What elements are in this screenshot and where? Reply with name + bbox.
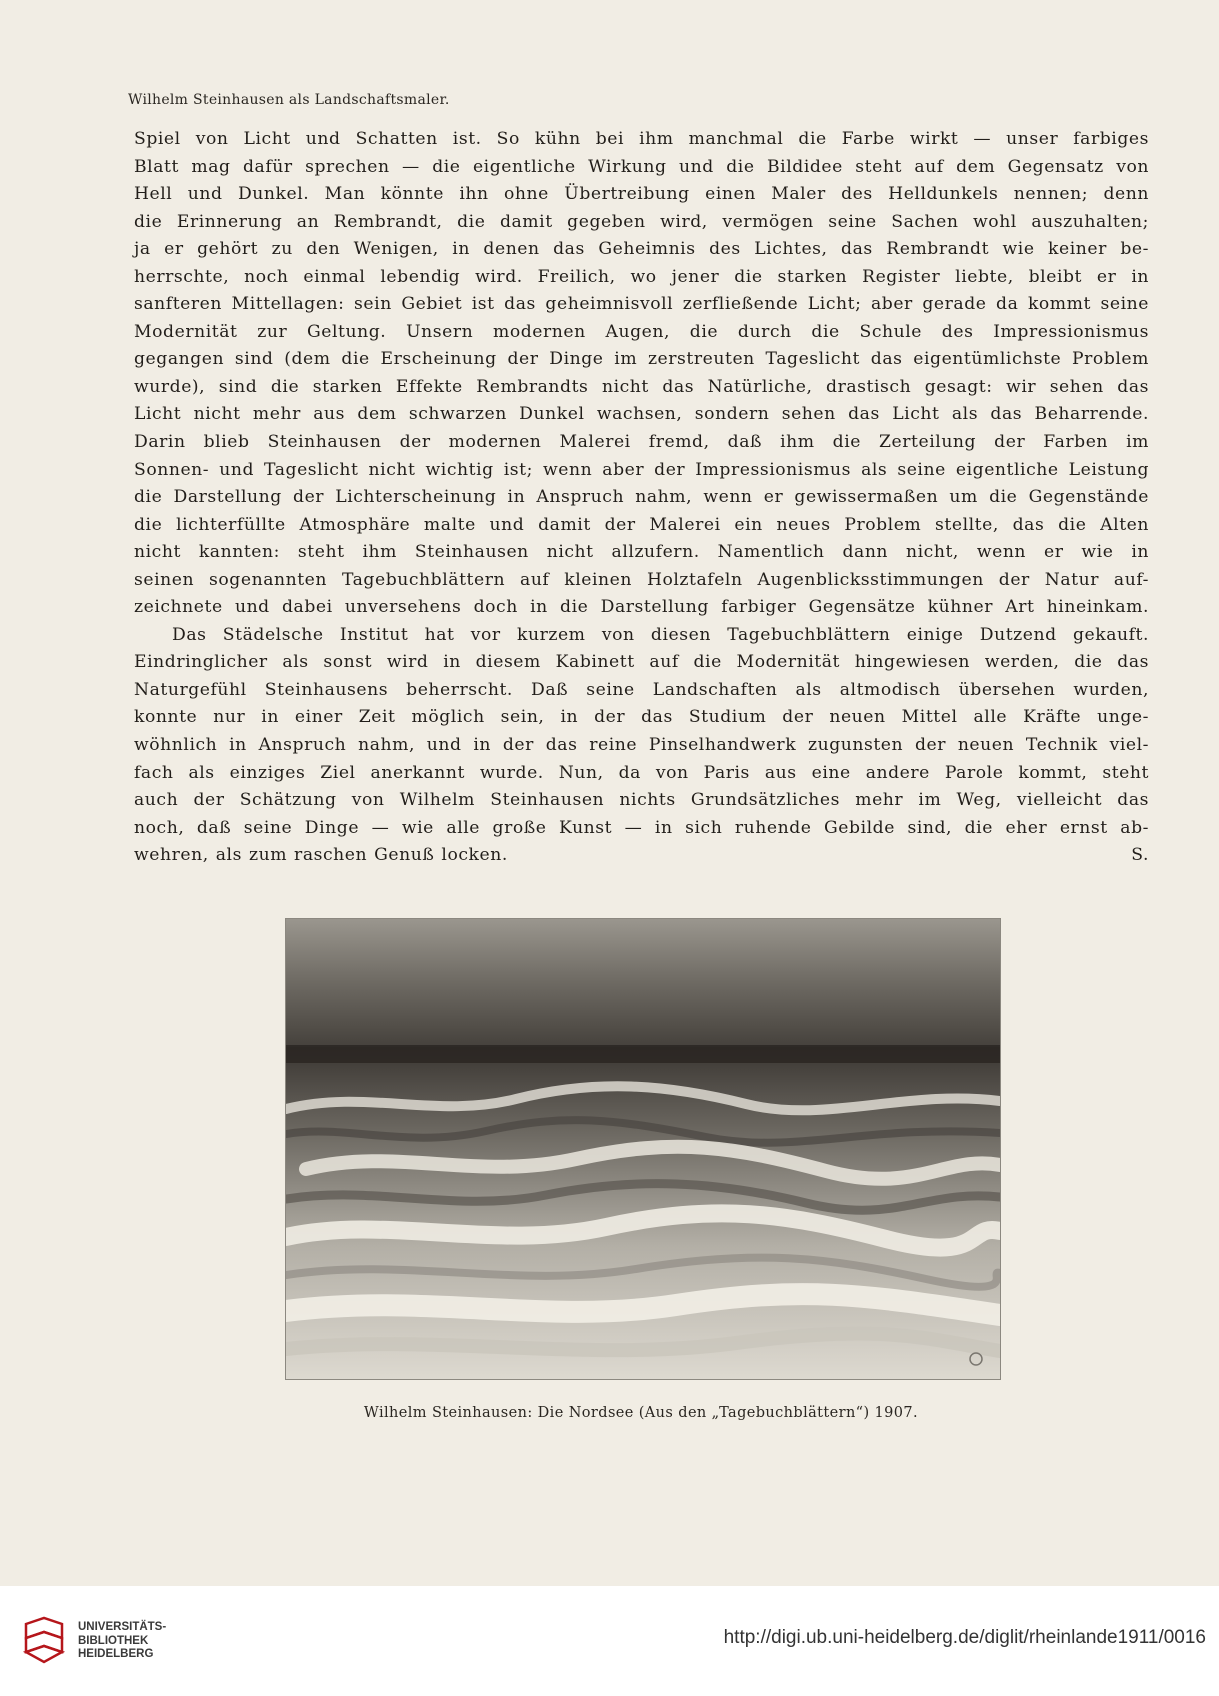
- text-line: Blatt mag dafür sprechen — die eigentliche Wirkung und die Bildidee steht auf dem Gegensatz von: [134, 156, 1149, 177]
- north-sea-painting: [286, 919, 1000, 1379]
- text-line: auch der Schätzung von Wilhelm Steinhausen nichts Grundsätzliches mehr im Weg, vielleicht das: [134, 790, 1149, 811]
- text-line: seinen sogenannten Tagebuchblättern auf kleinen Holztafeln Augenblicksstimmungen der Natur auf-: [134, 569, 1149, 590]
- text-line: konnte nur in einer Zeit möglich sein, in der das Studium der neuen Mittel alle Kräfte unge-: [134, 707, 1149, 728]
- text-line: wöhnlich in Anspruch nahm, und in der das reine Pinselhandwerk zugunsten der neuen Technik viel-: [134, 735, 1149, 756]
- text-line: zeichnete und dabei unversehens doch in die Darstellung farbiger Gegensätze kühner Art hineinkam.: [134, 597, 1149, 618]
- text-line: noch, daß seine Dinge — wie alle große Kunst — in sich ruhende Gebilde sind, die eher ernst ab-: [134, 817, 1149, 838]
- text-line: Modernität zur Geltung. Unsern modernen Augen, die durch die Schule des Impressionismus: [134, 321, 1149, 342]
- running-head: Wilhelm Steinhausen als Landschaftsmaler.: [128, 92, 450, 108]
- text-line: gegangen sind (dem die Erscheinung der Dinge im zerstreuten Tageslicht das eigentümlichste Problem: [134, 349, 1149, 370]
- text-line: Sonnen- und Tageslicht nicht wichtig ist; wenn aber der Impressionismus als seine eigentliche Leistung: [134, 459, 1149, 480]
- final-line-text: wehren, als zum raschen Genuß locken.: [134, 845, 508, 866]
- text-line: die Erinnerung an Rembrandt, die damit gegeben wird, vermögen seine Sachen wohl auszuhalten;: [134, 211, 1149, 232]
- library-name-line: UNIVERSITÄTS-: [78, 1621, 167, 1633]
- library-name-line: BIBLIOTHEK: [78, 1634, 149, 1647]
- sky: [286, 919, 1000, 1059]
- library-footer: [0, 1586, 1219, 1696]
- text-line: Das Städelsche Institut hat vor kurzem von diesen Tagebuchblättern einige Dutzend gekauft.: [172, 624, 1149, 645]
- library-name-line: HEIDELBERG: [78, 1648, 154, 1660]
- text-line: Darin blieb Steinhausen der modernen Malerei fremd, daß ihm die Zerteilung der Farben im: [134, 432, 1149, 453]
- text-line: Eindringlicher als sonst wird in diesem Kabinett auf die Modernität hingewiesen werden, die das: [134, 652, 1149, 673]
- painting-plate: [285, 918, 1001, 1380]
- article-body: [134, 126, 1149, 870]
- text-line: die Darstellung der Lichterscheinung in Anspruch nahm, wenn er gewissermaßen um die Gegenstände: [134, 487, 1149, 508]
- text-line: Spiel von Licht und Schatten ist. So kühn bei ihm manchmal die Farbe wirkt — unser farbiges: [134, 129, 1149, 149]
- text-line: Naturgefühl Steinhausens beherrscht. Daß seine Landschaften als altmodisch übersehen wurden,: [134, 679, 1149, 700]
- text-line-final: [134, 842, 1149, 870]
- horizon-band: [286, 1045, 1000, 1063]
- paragraph-2: [134, 622, 1149, 870]
- figure-caption: Wilhelm Steinhausen: Die Nordsee (Aus den „Tagebuchblättern“) 1907.: [363, 1405, 919, 1421]
- text-line: nicht kannten: steht ihm Steinhausen nicht allzufern. Namentlich dann nicht, wenn er wie in: [134, 542, 1149, 563]
- author-signature: S.: [1131, 845, 1149, 866]
- paragraph-1: [134, 126, 1149, 622]
- library-name: [78, 1621, 166, 1662]
- text-line: Licht nicht mehr aus dem schwarzen Dunkel wachsen, sondern sehen das Licht als das Beharrende.: [134, 404, 1149, 425]
- text-line: die lichterfüllte Atmosphäre malte und damit der Malerei ein neues Problem stellte, das die Alten: [134, 514, 1149, 535]
- text-line: fach als einziges Ziel anerkannt wurde. Nun, da von Paris aus eine andere Parole kommt, steht: [134, 762, 1149, 783]
- text-line: herrschte, noch einmal lebendig wird. Freilich, wo jener die starken Register liebte, bleibt er in: [134, 266, 1149, 287]
- text-line: ja er gehört zu den Wenigen, in denen das Geheimnis des Lichtes, das Rembrandt wie keiner be-: [134, 239, 1149, 260]
- text-line: wurde), sind die starken Effekte Rembrandts nicht das Natürliche, drastisch gesagt: wir sehen das: [134, 376, 1149, 397]
- source-url-link[interactable]: http://digi.ub.uni-heidelberg.de/diglit/rheinlande1911/0016: [723, 1627, 1206, 1648]
- text-line: sanfteren Mittellagen: sein Gebiet ist das geheimnisvoll zerfließende Licht; aber gerade da kommt seine: [134, 294, 1149, 315]
- library-logo-icon: [22, 1616, 66, 1666]
- text-line: Hell und Dunkel. Man könnte ihn ohne Übertreibung einen Maler des Helldunkels nennen; denn: [134, 184, 1149, 205]
